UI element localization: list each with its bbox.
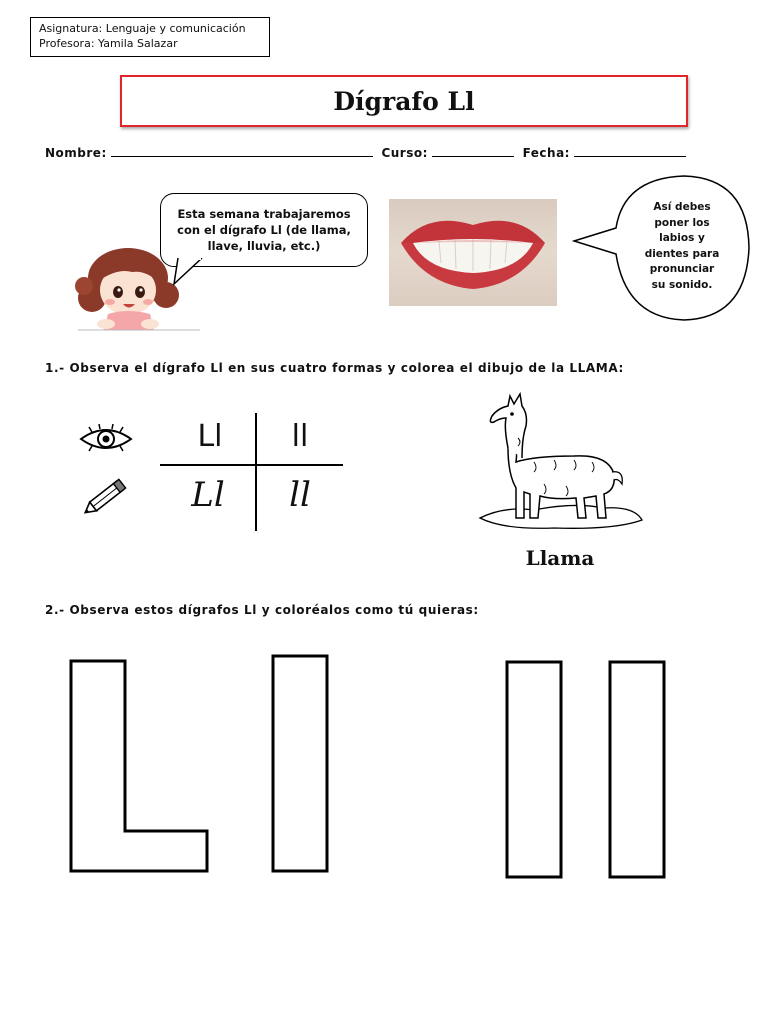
bubble-line: Esta semana trabajaremos xyxy=(177,207,351,221)
digraph-cursive-upper: Ll xyxy=(191,475,225,515)
student-info-row xyxy=(45,144,725,162)
eye-icon xyxy=(78,424,134,454)
course-field[interactable] xyxy=(432,144,514,157)
teacher-text: Profesora: Yamila Salazar xyxy=(39,37,178,50)
lips-icon xyxy=(389,199,557,306)
name-field[interactable] xyxy=(111,144,373,157)
subject-box xyxy=(30,17,270,57)
date-label: Fecha: xyxy=(522,146,570,160)
outline-letter-l-first xyxy=(273,656,327,871)
exercise-2-heading: 2.- Observa estos dígrafos Ll y coloréalos como tú quieras: xyxy=(45,603,479,617)
outline-letter-L-upper xyxy=(71,661,207,871)
pencil-icon xyxy=(80,476,132,518)
lips-bubble-text xyxy=(622,200,742,310)
llama-label: Llama xyxy=(525,546,595,570)
bubble-line: pronunciar xyxy=(649,263,715,275)
digraph-print-upper: Ll xyxy=(197,419,223,454)
name-label: Nombre: xyxy=(45,146,107,160)
date-field[interactable] xyxy=(574,144,686,157)
digraph-table xyxy=(160,413,343,531)
page-title: Dígrafo Ll xyxy=(120,75,688,127)
bubble-line: llave, lluvia, etc.) xyxy=(207,239,321,253)
llama-drawing-icon[interactable] xyxy=(474,388,646,534)
bubble-line: labios y xyxy=(659,232,705,244)
outline-letter-l-second xyxy=(507,662,561,877)
course-label: Curso: xyxy=(381,146,428,160)
digraph-cursive-lower: ll xyxy=(289,475,311,515)
bubble-line: su sonido. xyxy=(651,278,713,291)
bubble-line: poner los xyxy=(654,216,710,229)
bubble-tail-icon xyxy=(172,258,212,288)
outline-digraph-letters[interactable] xyxy=(60,650,680,890)
bubble-line: con el dígrafo Ll (de llama, xyxy=(177,223,351,237)
bubble-line: dientes para xyxy=(644,247,720,260)
digraph-print-lower: ll xyxy=(291,419,309,454)
bubble-line: Así debes xyxy=(653,201,711,213)
subject-text: Asignatura: Lenguaje y comunicación xyxy=(39,22,246,35)
girl-speech-bubble xyxy=(160,193,368,267)
outline-letter-l-third xyxy=(610,662,664,877)
lips-photo xyxy=(389,199,557,306)
exercise-1-heading: 1.- Observa el dígrafo Ll en sus cuatro formas y colorea el dibujo de la LLAMA: xyxy=(45,361,624,375)
